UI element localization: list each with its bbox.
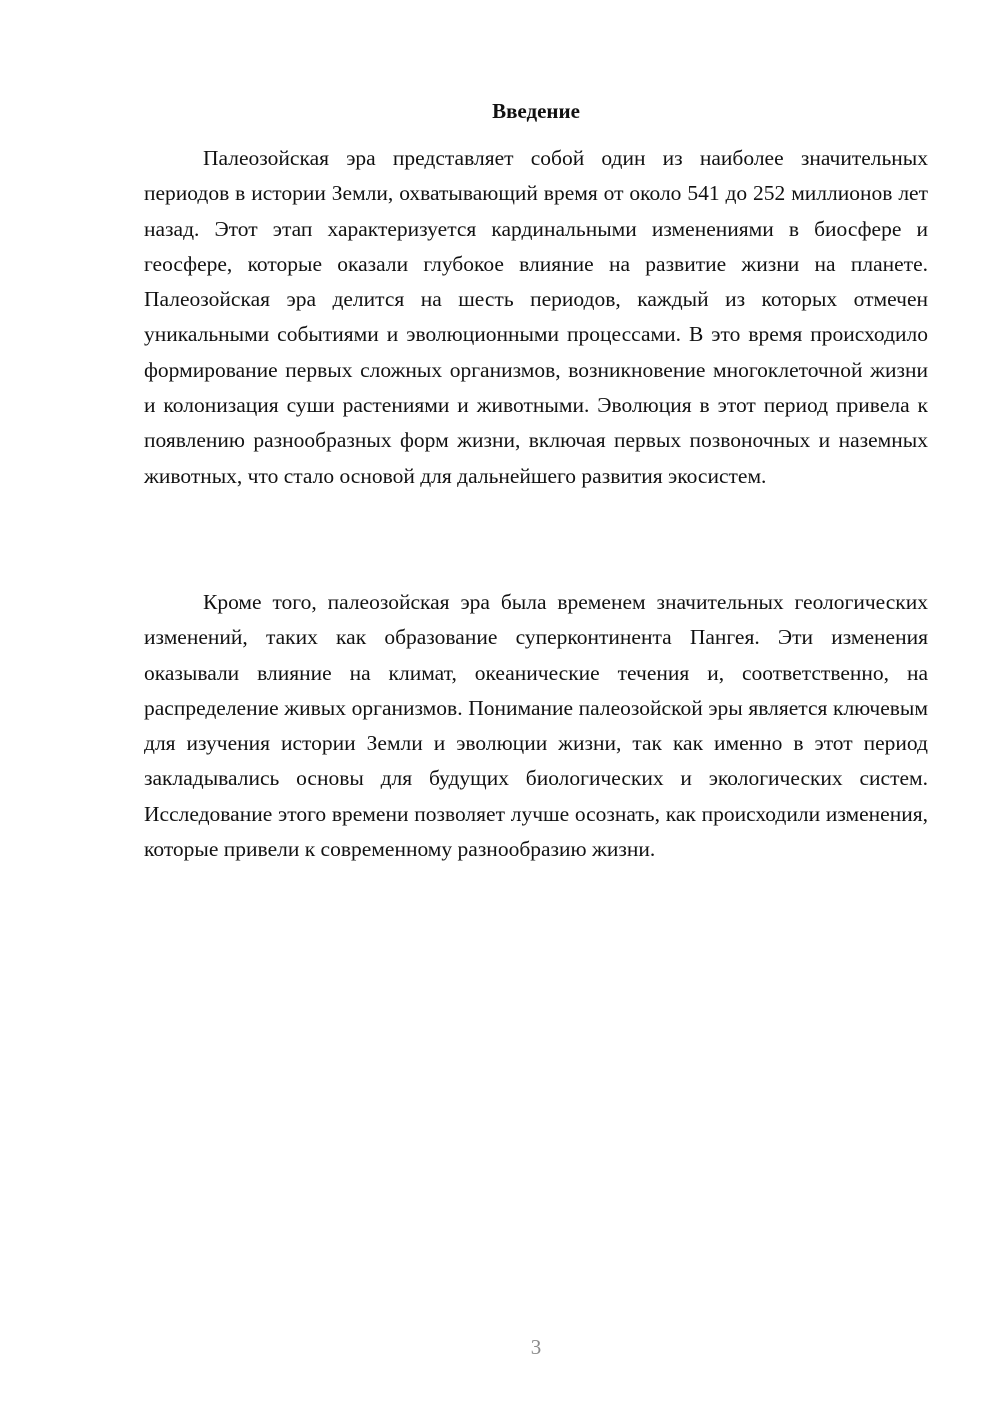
section-heading: Введение xyxy=(492,99,580,123)
body-paragraph-2: Кроме того, палеозойская эра была временем значительных геологических изменений, таких как образование суперконтинента Пангея. Эти изменения оказывали влияние на климат, океанические течения и, соответственно, на распределение живых организмов. Понимание палеозойской эры является ключевым для изучения истории Земли и эволюции жизни, так как именно в этот период закладывались основы для будущих биологических и экологических систем. Исследование этого времени позволяет лучше осознать, как происходили изменения, которые привели к современному разнообразию жизни. xyxy=(144,590,928,862)
body-paragraph-1: Палеозойская эра представляет собой один из наиболее значительных периодов в истории Земли, охватывающий время от около 541 до 252 миллионов лет назад. Этот этап характеризуется кардинальными изменениями в биосфере и геосфере, которые оказали глубокое влияние на развитие жизни на планете. Палеозойская эра делится на шесть периодов, каждый из которых отмечен уникальными событиями и эволюционными процессами. В это время происходило формирование первых сложных организмов, возникновение многоклеточной жизни и колонизация суши растениями и животными. Эволюция в этот период привела к появлению разнообразных форм жизни, включая первых позвоночных и наземных животных, что стало основой для дальнейшего развития экосистем. xyxy=(144,146,928,488)
page-number: 3 xyxy=(530,1335,542,1359)
